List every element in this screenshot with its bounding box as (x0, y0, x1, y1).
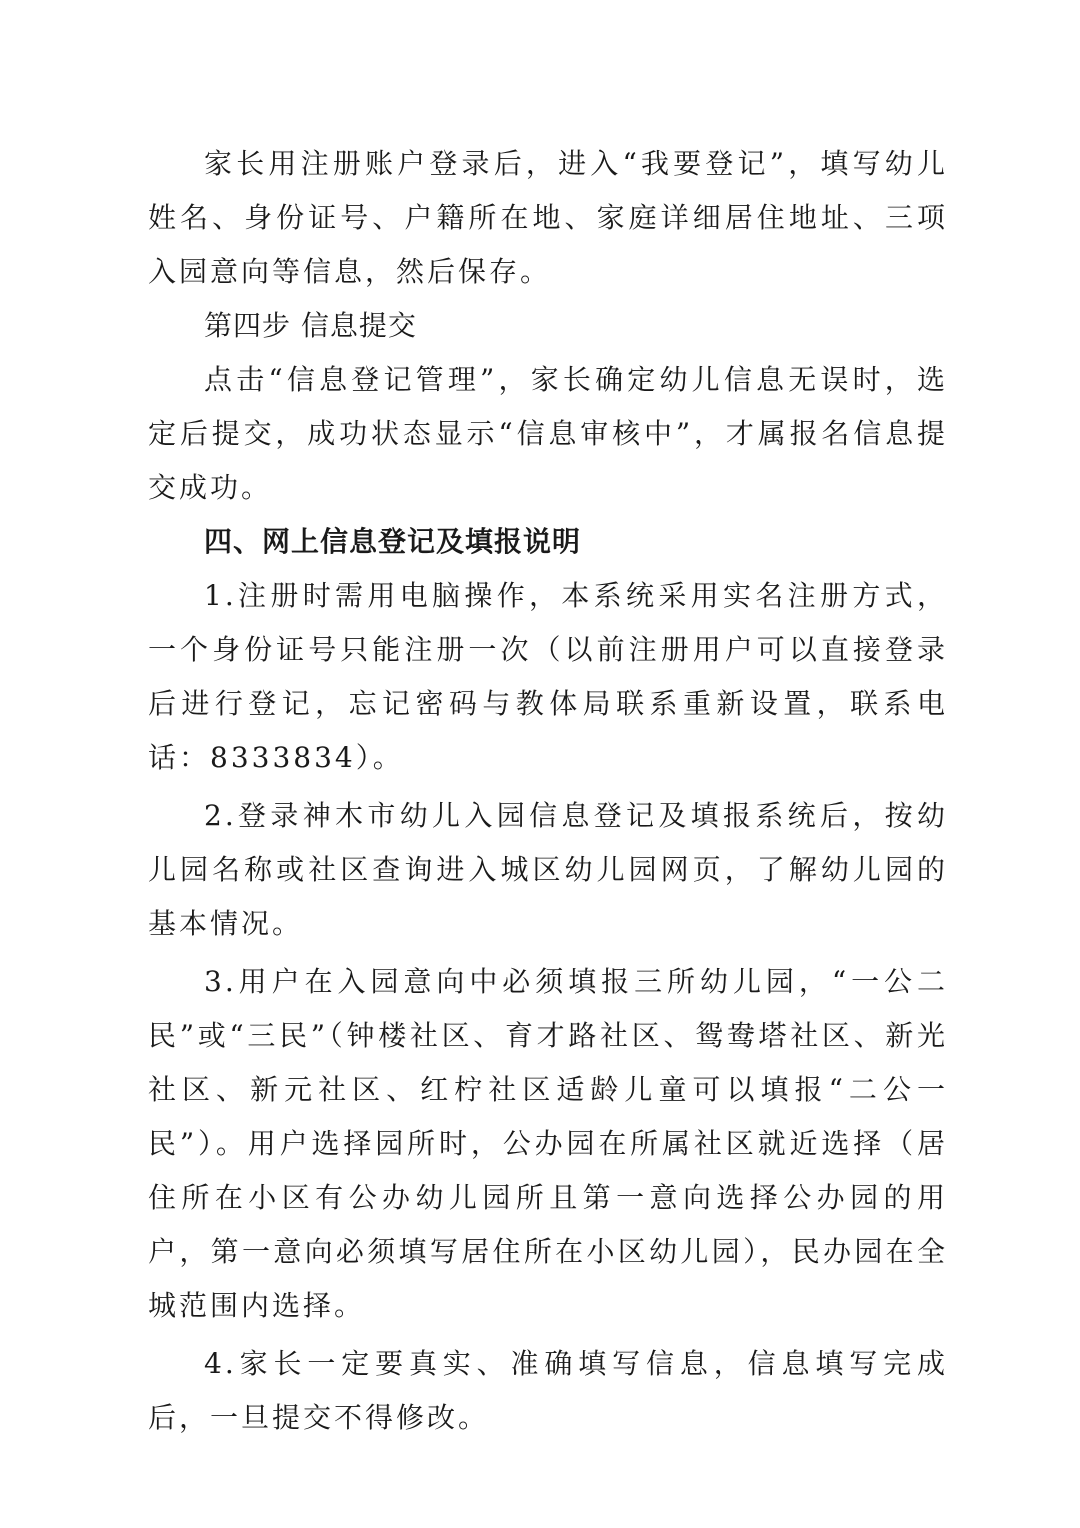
section-heading-online-registration: 四、网上信息登记及填报说明 (204, 525, 582, 558)
paragraph-info-submission: 点击“信息登记管理”，家长确定幼儿信息无误时，选定后提交，成功状态显示“信息审核中”，才属报名信息提交成功。 (148, 363, 948, 504)
document-body (148, 137, 948, 1445)
paragraph-note-2: 2.登录神木市幼儿入园信息登记及填报系统后，按幼儿园名称或社区查询进入城区幼儿园网页，了解幼儿园的基本情况。 (148, 799, 948, 940)
paragraph-registration-step: 家长用注册账户登录后，进入“我要登记”，填写幼儿姓名、身份证号、户籍所在地、家庭详细居住地址、三项入园意向等信息，然后保存。 (148, 147, 948, 288)
step-four-title: 第四步 信息提交 (204, 309, 417, 342)
paragraph-note-1: 1.注册时需用电脑操作，本系统采用实名注册方式，一个身份证号只能注册一次（以前注册用户可以直接登录后进行登记，忘记密码与教体局联系重新设置，联系电话：8333834）。 (148, 579, 948, 774)
paragraph-note-3: 3.用户在入园意向中必须填报三所幼儿园，“一公二民”或“三民”（钟楼社区、育才路社区、鸳鸯塔社区、新光社区、新元社区、红柠社区适龄儿童可以填报“二公一民”）。用户选择园所时，公办园在所属社区就近选择（居住所在小区有公办幼儿园所且第一意向选择公办园的用户，第一意向必须填写居住所在小区幼儿园），民办园在全城范围内选择。 (148, 965, 948, 1322)
paragraph-note-4: 4.家长一定要真实、准确填写信息，信息填写完成后，一旦提交不得修改。 (148, 1347, 948, 1434)
